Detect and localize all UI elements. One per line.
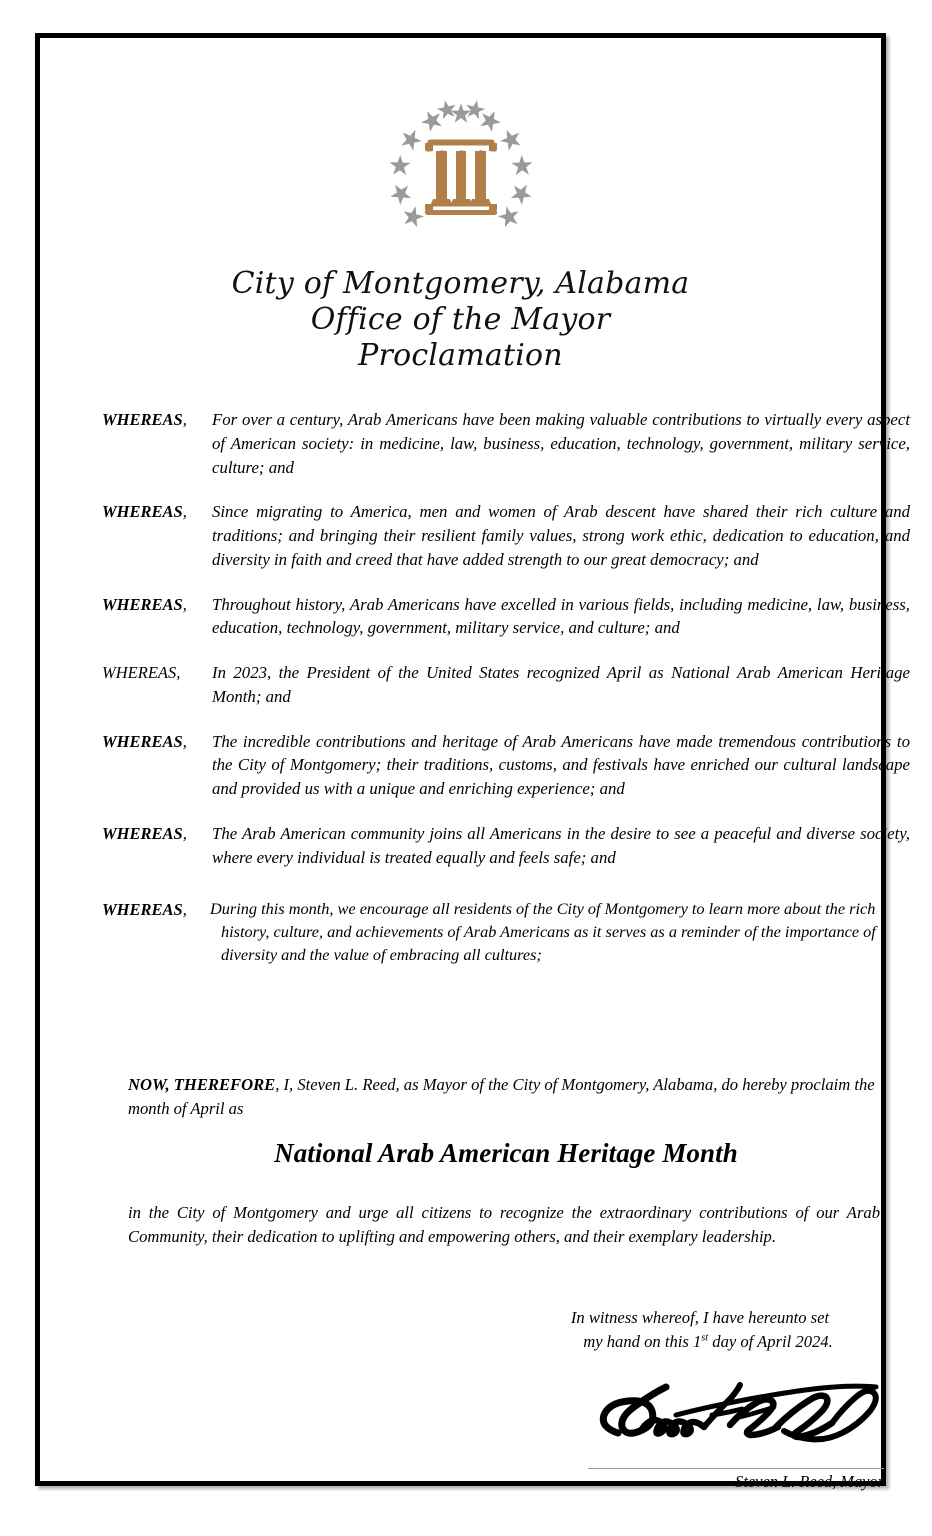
whereas-clause-final <box>102 898 910 966</box>
whereas-label: WHEREAS, <box>102 594 187 614</box>
heading-line-proclamation: Proclamation <box>358 338 563 373</box>
whereas-clause <box>102 500 910 571</box>
witness-block <box>510 1306 890 1354</box>
signature-rule <box>588 1468 884 1469</box>
whereas-clause <box>102 730 910 801</box>
whereas-label: WHEREAS, <box>102 900 187 920</box>
whereas-clause <box>102 408 910 479</box>
document-heading <box>40 266 881 374</box>
heading-line-office: Office of the Mayor <box>310 302 611 337</box>
whereas-text: Since migrating to America, men and women of Arab descent have shared their rich culture and traditions; and bringing their resilient family values, strong work ethic, dedication to education, and diversity in faith and creed that have added strength to our great democracy; and <box>212 502 910 569</box>
whereas-text: The incredible contributions and heritage of Arab Americans have made tremendous contributions to the City of Montgomery; their traditions, customs, and festivals have enriched our cultural landscape and provided us with a unique and enriching experience; and <box>212 731 910 799</box>
now-therefore-lead: NOW, THEREFORE <box>128 1075 276 1094</box>
mayor-signature-icon <box>580 1371 890 1461</box>
witness-line-2: my hand on this 1st day of April 2024. <box>583 1331 833 1351</box>
whereas-label: WHEREAS, <box>102 731 187 751</box>
whereas-text: The Arab American community joins all Americans in the desire to see a peaceful and diverse society, where every individual is treated equally and feels safe; and <box>212 823 910 867</box>
document-border <box>35 33 910 1491</box>
signer-name: Steven L. Reed, Mayor <box>735 1472 884 1491</box>
proclamation-title: National Arab American Heritage Month <box>274 1138 738 1168</box>
whereas-text: For over a century, Arab Americans have been making valuable contributions to virtually every aspect of American society: in medicine, law, business, education, technology, government, military service, culture; and <box>212 410 910 477</box>
montgomery-city-seal-icon <box>381 100 541 240</box>
whereas-label: WHEREAS, <box>102 410 187 429</box>
closing-paragraph: in the City of Montgomery and urge all citizens to recognize the extraordinary contributions of our Arab Community, their dedication to uplifting and empowering others, and their exemplary leadership. <box>128 1203 880 1246</box>
ordinal-suffix: st <box>701 1332 709 1344</box>
mayor-signature <box>580 1371 890 1461</box>
whereas-text: Throughout history, Arab Americans have excelled in various fields, including medicine, law, business, education, technology, government, military service, and culture; and <box>212 594 910 638</box>
now-therefore-rest: , I, Steven L. Reed, as Mayor of the City of Montgomery, Alabama, do hereby proclaim the month of April as <box>128 1075 875 1118</box>
whereas-clause <box>102 593 910 641</box>
whereas-clause <box>102 661 910 709</box>
whereas-text: In 2023, the President of the United States recognized April as National Arab American Heritage Month; and <box>212 663 910 706</box>
whereas-text: During this month, we encourage all residents of the City of Montgomery to learn more about the rich history, culture, and achievements of Arab Americans as it serves as a reminder of the importance of diversity and the value of embracing all cultures; <box>210 899 876 965</box>
whereas-label: WHEREAS, <box>102 502 187 522</box>
now-therefore-paragraph <box>128 1073 880 1120</box>
whereas-label: WHEREAS, <box>102 663 181 683</box>
city-seal <box>40 100 881 245</box>
whereas-clause <box>102 822 910 870</box>
witness-line-1: In witness whereof, I have hereunto set <box>570 1308 830 1327</box>
seal-monogram-m <box>424 140 497 216</box>
whereas-label: WHEREAS, <box>102 823 187 843</box>
document-content <box>40 38 910 1491</box>
clause-list <box>102 408 910 967</box>
heading-line-city: City of Montgomery, Alabama <box>231 266 690 301</box>
